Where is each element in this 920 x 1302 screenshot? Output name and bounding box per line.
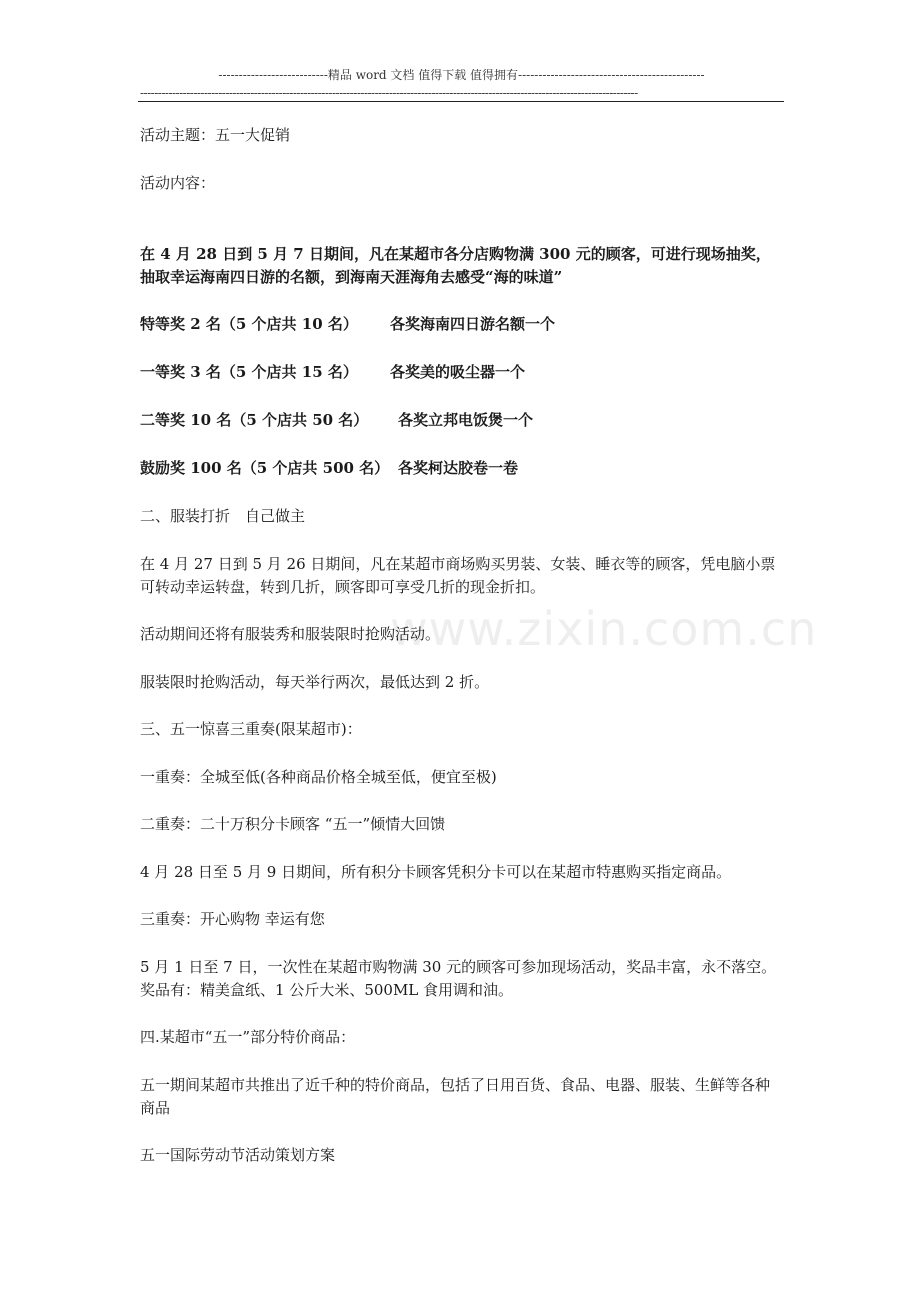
watermark: www.zixin.com.cn xyxy=(390,602,818,656)
section4-paragraph-1: 五一期间某超市共推出了近千种的特价商品，包括了日用百货、食品、电器、服装、生鲜等各种商品 xyxy=(140,1075,771,1117)
section3-item-2: 二重奏：二十万积分卡顾客 “五一”倾情大回馈 xyxy=(140,815,446,833)
page-header-banner: ---------------------------精品 word 文档 值得下载 值得拥有---------------------------------------------- xyxy=(218,68,705,82)
prize-count: 一等奖 3 名（5 个店共 15 名） xyxy=(140,363,358,381)
header-rule xyxy=(138,101,784,102)
prize-reward: 各奖美的吸尘器一个 xyxy=(390,363,526,381)
section2-paragraph-3: 服装限时抢购活动，每天举行两次，最低达到 2 折。 xyxy=(140,672,490,691)
prize-reward: 各奖柯达胶卷一卷 xyxy=(398,459,519,477)
activity-theme: 活动主题：五一大促销 xyxy=(140,126,291,144)
prize-count: 特等奖 2 名（5 个店共 10 名） xyxy=(140,315,358,333)
section3-item-3-detail: 5 月 1 日至 7 日，一次性在某超市购物满 30 元的顾客可参加现场活动，奖品丰富，永不落空。奖品有：精美盒纸、1 公斤大米、500ML 食用调和油。 xyxy=(140,957,777,999)
prize-count: 二等奖 10 名（5 个店共 50 名） xyxy=(140,411,369,429)
lottery-intro: 在 4 月 28 日到 5 月 7 日期间，凡在某超市各分店购物满 300 元的顾客，可进行现场抽奖，抽取幸运海南四日游的名额，到海南天涯海角去感受“海的味道” xyxy=(140,244,771,286)
prize-row-special xyxy=(140,313,783,336)
prize-count: 鼓励奖 100 名（5 个店共 500 名） xyxy=(140,459,390,477)
prize-row-first xyxy=(140,361,783,384)
prize-row-second xyxy=(140,409,783,432)
closing-title: 五一国际劳动节活动策划方案 xyxy=(140,1146,336,1164)
section3-item-3: 三重奏：开心购物 幸运有您 xyxy=(140,910,325,928)
prize-reward: 各奖海南四日游名额一个 xyxy=(390,315,556,333)
document-body xyxy=(140,124,783,1192)
prize-row-encourage xyxy=(140,457,783,480)
activity-content-label: 活动内容： xyxy=(140,173,216,192)
prize-reward: 各奖立邦电饭煲一个 xyxy=(398,411,534,429)
section2-paragraph-1: 在 4 月 27 日到 5 月 26 日期间，凡在某超市商场购买男装、女装、睡衣等的顾客，凭电脑小票可转动幸运转盘，转到几折，顾客即可享受几折的现金折扣。 xyxy=(140,554,776,596)
page-header-dashes: -------------------------------------------------------------------------------------------------------------------------------------------- xyxy=(140,86,638,100)
section3-title: 三、五一惊喜三重奏(限某超市)： xyxy=(140,720,362,738)
section3-item-2-detail: 4 月 28 日至 5 月 9 日期间，所有积分卡顾客凭积分卡可以在某超市特惠购买指定商品。 xyxy=(140,862,732,881)
section2-title: 二、服装打折 自己做主 xyxy=(140,507,306,525)
section4-title: 四.某超市“五一”部分特价商品： xyxy=(140,1028,356,1046)
section2-paragraph-2: 活动期间还将有服装秀和服装限时抢购活动。 xyxy=(140,625,441,643)
section3-item-1: 一重奏：全城至低(各种商品价格全城至低，便宜至极) xyxy=(140,767,497,786)
